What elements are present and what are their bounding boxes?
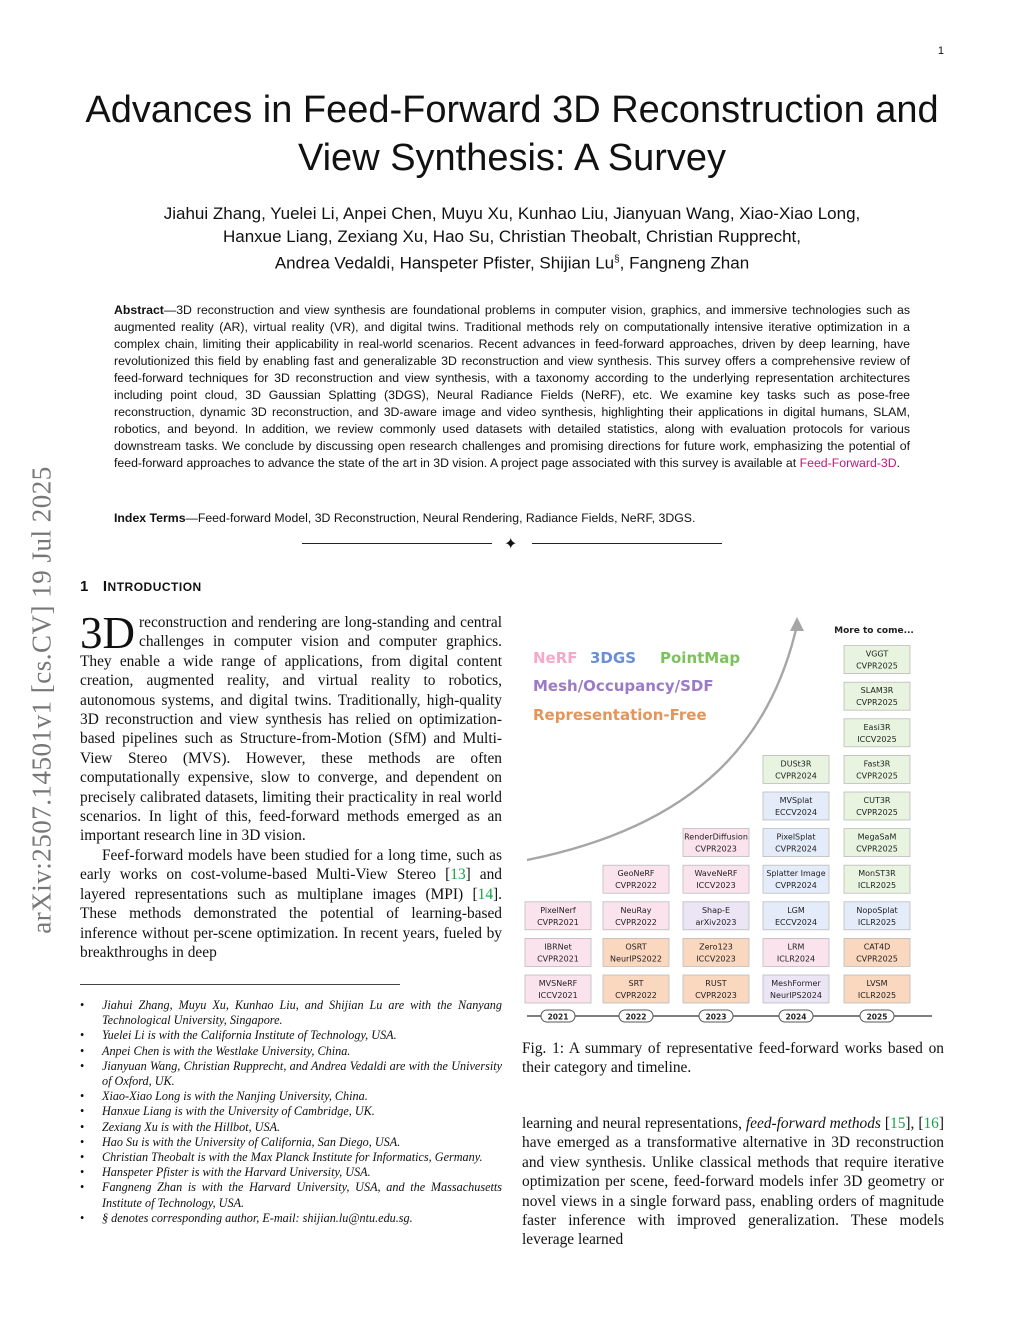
citation-14[interactable]: 14 bbox=[477, 885, 494, 903]
method-name: LGM bbox=[787, 905, 805, 915]
method-venue: ICCV2023 bbox=[696, 881, 736, 891]
index-terms bbox=[114, 510, 910, 527]
project-page-link[interactable]: Feed-Forward-3D bbox=[799, 456, 897, 470]
divider-ornament: ✦ bbox=[504, 536, 518, 553]
method-venue: ICLR2025 bbox=[857, 881, 897, 891]
timeline-figure bbox=[522, 615, 944, 1025]
index-terms-text: —Feed-forward Model, 3D Reconstruction, Neural Rendering, Radiance Fields, NeRF, 3DGS. bbox=[185, 511, 696, 525]
method-name: WaveNeRF bbox=[694, 869, 738, 879]
intro-paragraph-1 bbox=[80, 608, 502, 846]
index-terms-label: Index Terms bbox=[114, 511, 186, 525]
method-name: GeoNeRF bbox=[617, 869, 655, 879]
footnote-item: • Christian Theobalt is with the Max Planck Institute for Informatics, Germany. bbox=[80, 1150, 502, 1165]
method-name: PixelSplat bbox=[776, 832, 816, 842]
method-venue: CVPR2025 bbox=[856, 954, 898, 964]
footnote-item: • Xiao-Xiao Long is with the Nanjing University, China. bbox=[80, 1089, 502, 1104]
method-venue: CVPR2021 bbox=[537, 954, 579, 964]
intro-paragraph-2 bbox=[80, 846, 502, 962]
year-label-2023: 2023 bbox=[705, 1012, 727, 1022]
author-line-2: Hanxue Liang, Zexiang Xu, Hao Su, Christian Theobalt, Christian Rupprecht, bbox=[222, 227, 801, 246]
method-name: LVSM bbox=[866, 979, 888, 988]
method-name: RUST bbox=[705, 979, 727, 988]
arxiv-sidebar-stamp bbox=[22, 430, 62, 970]
citation-15[interactable]: 15 bbox=[890, 1115, 906, 1132]
abstract-text: —3D reconstruction and view synthesis are foundational problems in computer vision, graphics, and immersive technologies such as augmented reality (AR), virtual reality (VR), and digital twins. Traditional methods rely on computationally intensive iterative optimization in a complex chain, limiting their applicability in real-world scenarios. Recent advances in feed-forward approaches, driven by deep learning, have revolutionized this field by enabling fast and generalizable 3D reconstruction and view synthesis. This survey offers a comprehensive review of feed-forward techniques for 3D reconstruction and view synthesis, with a taxonomy according to the underlying representation architectures including point cloud, 3D Gaussian Splatting (3DGS), Neural Radiance Fields (NeRF), etc. We examine key tasks such as pose-free reconstruction, dynamic 3D reconstruction, and 3D-aware image and video synthesis, highlighting their applications in digital humans, SLAM, robotics, and beyond. In addition, we review commonly used datasets with detailed statistics, along with evaluation protocols for various downstream tasks. We conclude by discussing open research challenges and promising directions for future work, emphasizing the potential of feed-forward approaches to advance the state of the art in 3D vision. A project page associated with this survey is available at bbox=[114, 303, 910, 470]
method-name: DUSt3R bbox=[780, 759, 812, 769]
author-line-3 bbox=[80, 248, 944, 275]
legend-mesh-occupancy-sdf: Mesh/Occupancy/SDF bbox=[533, 677, 714, 695]
method-name: SRT bbox=[628, 979, 644, 988]
method-venue: CVPR2022 bbox=[615, 991, 657, 1000]
divider-line-right bbox=[532, 543, 722, 544]
section-title-rest: NTRODUCTION bbox=[107, 580, 202, 594]
method-name: MeshFormer bbox=[771, 979, 821, 988]
method-name: Shap-E bbox=[701, 905, 731, 915]
year-label-2025: 2025 bbox=[866, 1012, 888, 1022]
intro-p2-c: ]. These methods demonstrated the potential of learning-based inference without per-scene optimization. In recent years, fueled by breakthroughs in deep bbox=[80, 885, 502, 961]
footnote-item: • Zexiang Xu is with the Hillbot, USA. bbox=[80, 1120, 502, 1135]
method-venue: CVPR2025 bbox=[856, 698, 898, 708]
method-name: RenderDiffusion bbox=[684, 832, 748, 842]
footnote-item: • Jianyuan Wang, Christian Rupprecht, and Andrea Vedaldi are with the University of Oxford, UK. bbox=[80, 1059, 502, 1089]
footnote-item: • Yuelei Li is with the California Institute of Technology, USA. bbox=[80, 1028, 502, 1043]
section-title-first: I bbox=[102, 578, 108, 595]
method-venue: ICCV2021 bbox=[538, 991, 578, 1000]
legend-nerf: NeRF bbox=[533, 649, 578, 667]
method-name: MonST3R bbox=[858, 869, 896, 879]
intro-p2-a: Feef-forward models have been studied for a long time, such as early works on cost-volume-based Multi-View Stereo [ bbox=[80, 846, 502, 884]
arxiv-id: arXiv:2507.14501v1 [cs.CV] 19 Jul 2025 bbox=[26, 466, 57, 934]
method-venue: CVPR2024 bbox=[775, 881, 817, 891]
drop-cap: 3D bbox=[80, 608, 135, 658]
author-list bbox=[80, 202, 944, 275]
footnote-item: • Anpei Chen is with the Westlake University, China. bbox=[80, 1044, 502, 1059]
method-venue: ICLR2025 bbox=[857, 991, 897, 1000]
section-divider bbox=[302, 536, 722, 552]
method-venue: NeurIPS2024 bbox=[770, 991, 822, 1000]
abstract bbox=[114, 302, 910, 472]
intro-paragraph-3 bbox=[522, 1114, 944, 1250]
method-venue: NeurIPS2022 bbox=[610, 954, 662, 964]
right-text-b: [ bbox=[880, 1115, 891, 1132]
more-to-come-label: More to come... bbox=[834, 626, 914, 636]
right-text-em: feed-forward methods bbox=[745, 1115, 881, 1132]
growth-arrowhead bbox=[790, 617, 804, 631]
section-heading bbox=[80, 578, 202, 595]
method-name: MVSNeRF bbox=[538, 979, 578, 988]
method-venue: ICCV2023 bbox=[696, 954, 736, 964]
citation-13[interactable]: 13 bbox=[450, 866, 466, 884]
affiliation-footnotes bbox=[80, 998, 502, 1226]
divider-line-left bbox=[302, 543, 492, 544]
right-text-d: ] have emerged as a transformative alternative in 3D reconstruction and view synthesis. Unlike classical methods that require iterative optimization per scene, feed-forward models infer 3D geometry or novel views in a single forward pass, enabling orders of magnitude faster inference with improved generalization. These models leverage learned bbox=[522, 1115, 944, 1249]
year-label-2022: 2022 bbox=[625, 1012, 647, 1022]
footnote-item: • Hanspeter Pfister is with the Harvard University, USA. bbox=[80, 1165, 502, 1180]
method-venue: CVPR2025 bbox=[856, 771, 898, 781]
right-text-a: learning and neural representations, bbox=[522, 1115, 746, 1132]
method-name: IBRNet bbox=[544, 942, 572, 952]
method-venue: CVPR2025 bbox=[856, 661, 898, 671]
method-venue: CVPR2025 bbox=[856, 844, 898, 854]
method-name: Easi3R bbox=[863, 722, 891, 732]
method-venue: ICCV2025 bbox=[857, 734, 897, 744]
footnote-item: • § denotes corresponding author, E-mail: shijian.lu@ntu.edu.sg. bbox=[80, 1211, 502, 1226]
footnote-item: • Hanxue Liang is with the University of Cambridge, UK. bbox=[80, 1104, 502, 1119]
page-number: 1 bbox=[937, 45, 944, 57]
author-line-1: Jiahui Zhang, Yuelei Li, Anpei Chen, Muyu Xu, Kunhao Liu, Jianyuan Wang, Xiao-Xiao Long, bbox=[163, 204, 861, 223]
method-name: CUT3R bbox=[863, 796, 891, 805]
footnote-list bbox=[80, 998, 502, 1226]
figure-caption: Fig. 1: A summary of representative feed-forward works based on their category and timeline. bbox=[522, 1040, 944, 1077]
method-venue: CVPR2023 bbox=[695, 844, 737, 854]
method-name: NopoSplat bbox=[856, 905, 898, 915]
intro-right-column bbox=[522, 1114, 944, 1250]
method-venue: CVPR2021 bbox=[537, 917, 579, 927]
method-name: PixelNerf bbox=[540, 905, 576, 915]
method-venue: CVPR2024 bbox=[775, 844, 817, 854]
footnote-item: • Jiahui Zhang, Muyu Xu, Kunhao Liu, and Shijian Lu are with the Nanyang Technological University, Singapore. bbox=[80, 998, 502, 1028]
author-line-3b: , Fangneng Zhan bbox=[619, 253, 750, 273]
footnote-rule bbox=[80, 984, 400, 985]
section-number: 1 bbox=[80, 578, 89, 595]
method-venue: CVPR2022 bbox=[615, 881, 657, 891]
citation-16[interactable]: 16 bbox=[923, 1115, 939, 1132]
method-name: Splatter Image bbox=[766, 869, 826, 879]
method-venue: ICLR2025 bbox=[857, 917, 897, 927]
method-venue: ICLR2024 bbox=[776, 954, 816, 964]
method-venue: CVPR2025 bbox=[856, 808, 898, 817]
paper-title: Advances in Feed-Forward 3D Reconstruction and View Synthesis: A Survey bbox=[85, 89, 939, 179]
intro-p1-text: reconstruction and rendering are long-standing and central challenges in computer vision and computer graphics. They enable a wide range of applications, from digital content creation, augmented reality, and virtual reality to robotics, autonomous systems, and digital twins. Traditionally, high-quality 3D reconstruction and view synthesis has relied on optimization-based pipelines such as Structure-from-Motion (SfM) and Multi-View Stereo (MVS). However, these methods are often computationally expensive, slow to converge, and dependent on precisely calibrated datasets, limiting their practicality in real world scenarios. In light of this, feed-forward methods emerged as an important research line in 3D vision. bbox=[80, 614, 502, 845]
legend-representation-free: Representation-Free bbox=[533, 706, 707, 724]
intro-left-column bbox=[80, 608, 502, 962]
method-venue: CVPR2023 bbox=[695, 991, 737, 1000]
method-venue: ECCV2024 bbox=[774, 917, 818, 927]
abstract-label: Abstract bbox=[114, 303, 164, 317]
corresponding-mark: § bbox=[614, 254, 620, 265]
year-label-2024: 2024 bbox=[785, 1012, 807, 1022]
year-label-2021: 2021 bbox=[547, 1012, 569, 1022]
method-name: LRM bbox=[787, 942, 805, 952]
method-venue: CVPR2022 bbox=[615, 917, 657, 927]
method-name: OSRT bbox=[625, 942, 647, 952]
legend-3dgs: 3DGS bbox=[590, 649, 637, 667]
author-line-3a: Andrea Vedaldi, Hanspeter Pfister, Shijian Lu bbox=[274, 253, 615, 273]
method-name: MegaSaM bbox=[857, 832, 897, 842]
method-venue: CVPR2024 bbox=[775, 771, 817, 781]
method-name: CAT4D bbox=[863, 942, 891, 952]
method-name: Zero123 bbox=[699, 942, 733, 952]
method-venue: arXiv2023 bbox=[695, 917, 737, 927]
method-name: SLAM3R bbox=[860, 686, 894, 696]
method-name: Fast3R bbox=[863, 759, 891, 769]
method-venue: ECCV2024 bbox=[774, 808, 818, 817]
footnote-item: • Hao Su is with the University of California, San Diego, USA. bbox=[80, 1135, 502, 1150]
abstract-end: . bbox=[896, 456, 901, 470]
method-name: MVSplat bbox=[779, 796, 813, 805]
intro-p2-b: ] and layered representations such as multiplane images (MPI) [ bbox=[80, 866, 502, 903]
right-text-c: ], [ bbox=[905, 1115, 924, 1132]
footnote-item: • Fangneng Zhan is with the Harvard University, USA, and the Massachusetts Institute of Technology, USA. bbox=[80, 1180, 502, 1210]
method-name: VGGT bbox=[865, 649, 889, 659]
legend-pointmap: PointMap bbox=[660, 649, 741, 667]
method-name: NeuRay bbox=[620, 905, 652, 915]
